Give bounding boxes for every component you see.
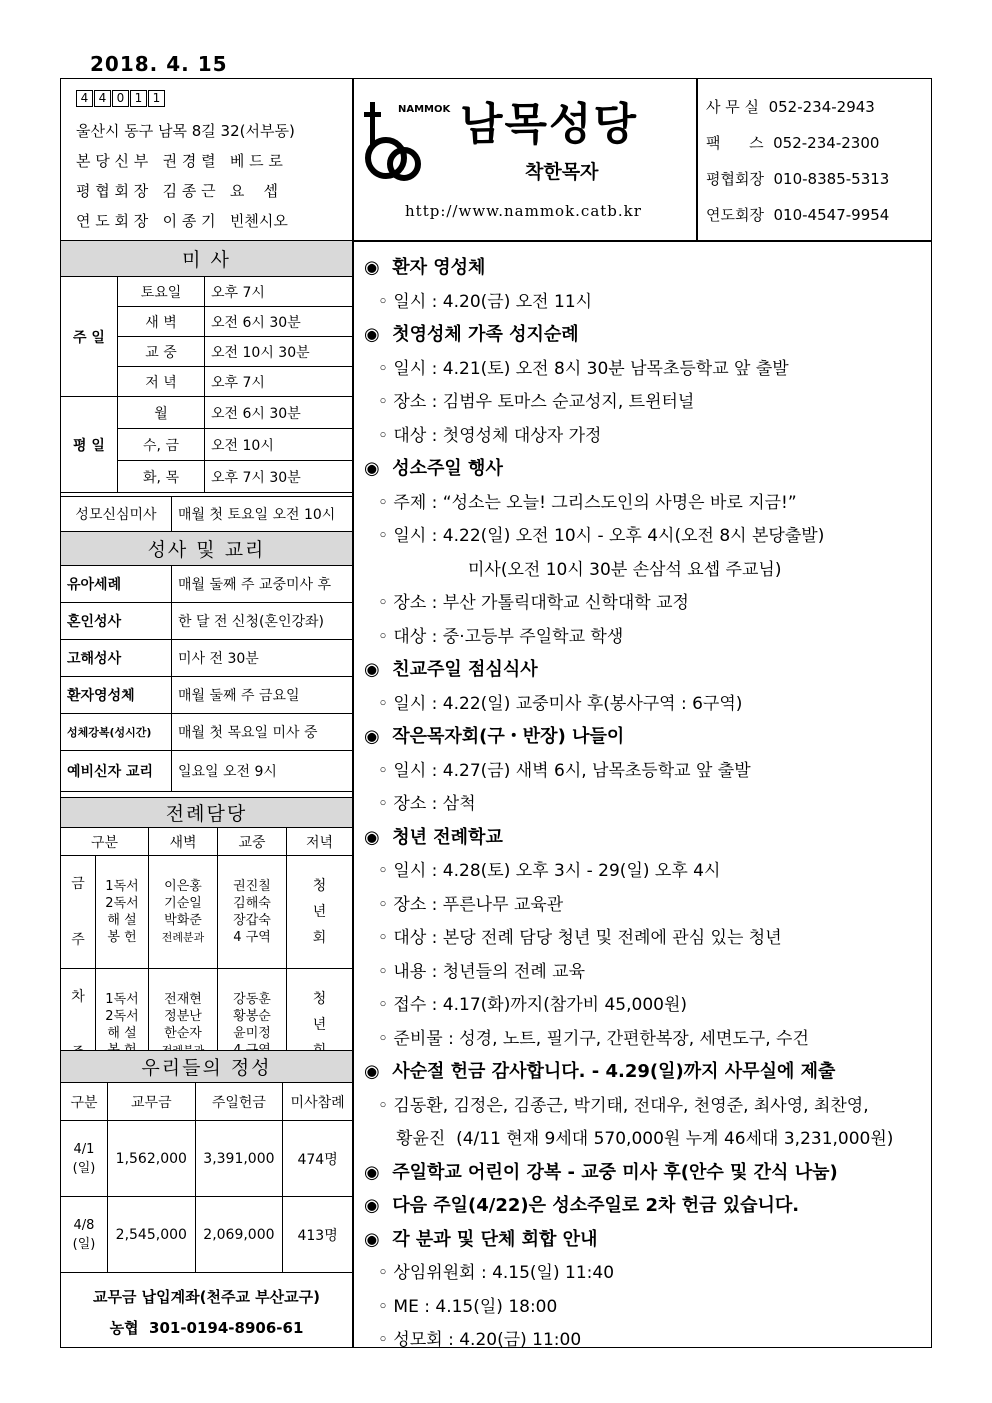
notice-item: ◦ ME : 4.15(일) 18:00	[378, 1296, 558, 1317]
notice-item: ◦ 장소 : 부산 가톨릭대학교 신학대학 교정	[378, 593, 689, 613]
notice-heading: ◉ 첫영성체 가족 성지순례	[364, 324, 579, 345]
contact-fax: 팩 스 052-234-2300	[706, 134, 880, 152]
contact-yeondo: 연도회장 010-4547-9954	[706, 206, 890, 224]
zip-code: 4 4 0 1 1	[76, 90, 166, 107]
mass-table: 미 사 주 일 토요일 오후 7시 새 벽 오전 6시 30분 교 중 오전 10시 30분 저 녁 오후 7시 평 일 월 오전 6시 30분 수, 금 오전 10시 화, 목 오후 7시 30분	[60, 240, 353, 493]
notice-item: ◦ 주제 : “성소는 오늘! 그리스도인의 사명은 바로 지금!”	[378, 492, 797, 513]
notice-item: ◦ 일시 : 4.22(일) 오전 10시 - 오후 4시(오전 8시 본당출발)	[378, 526, 825, 546]
staff-row: 평 협 회 장 김 종 근 요 셉	[76, 182, 278, 200]
notice-heading: ◉ 환자 영성체	[364, 257, 486, 278]
parish-name: 남목성당	[460, 99, 639, 150]
notice-heading: ◉ 주일학교 어린이 강복 - 교중 미사 후(안수 및 간식 나눔)	[364, 1161, 838, 1183]
notice-item: ◦ 일시 : 4.20(금) 오전 11시	[378, 291, 593, 312]
notice-heading: ◉ 청년 전례학교	[364, 826, 503, 848]
offering-table: 우리들의 정성 구분 교무금 주일헌금 미사참례 4/1 (일) 1,562,000 3,391,000 474명 4/8 (일) 2,545,000 2,069,000 413명	[60, 1050, 353, 1273]
sacrament-table: 성사 및 교리 유아세례 매월 둘째 주 교중미사 후 혼인성사 한 달 전 신청(혼인강좌) 고해성사 미사 전 30분 환자영성체 매월 둘째 주 금요일 성체강복(성시간) 매월 첫 목요일 미사 중 예비신자 교리 일요일 오전 9시	[60, 531, 353, 792]
notice-item: ◦ 일시 : 4.22(일) 교중미사 후(봉사구역 : 6구역)	[378, 693, 743, 714]
contact-office: 사 무 실 052-234-2943	[706, 98, 875, 116]
notice-heading: ◉ 성소주일 행사	[364, 458, 503, 479]
account-title: 교무금 납입계좌(천주교 부산교구)	[92, 1288, 321, 1306]
notice-item: ◦ 장소 : 김범우 토마스 순교성지, 트윈터널	[378, 392, 695, 412]
notice-item: ◦ 대상 : 중·고등부 주일학교 학생	[378, 626, 624, 647]
logo-text: NAMMOK	[398, 104, 451, 115]
mass-title: 미 사	[61, 241, 353, 277]
motto: 착한목자	[525, 161, 599, 183]
staff-row: 연 도 회 장 이 종 기 빈첸시오	[76, 212, 288, 230]
account-number: 농협 301-0194-8906-61	[109, 1319, 304, 1337]
notice-item: ◦ 김동환, 김정은, 김종근, 박기태, 전대우, 천영준, 최사영, 최찬영,	[378, 1095, 869, 1116]
notice-item: ◦ 대상 : 본당 전례 담당 청년 및 전례에 관심 있는 청년	[378, 928, 782, 948]
notice-item: ◦ 장소 : 삼척	[378, 794, 476, 814]
notice-item: ◦ 준비물 : 성경, 노트, 필기구, 간편한복장, 세면도구, 수건	[378, 1028, 809, 1049]
notice-item: ◦ 접수 : 4.17(화)까지(참가비 45,000원)	[378, 995, 688, 1015]
notice-item: 황윤진 (4/11 현재 9세대 570,000원 누계 46세대 3,231,000원)	[396, 1129, 894, 1149]
notice-item: ◦ 내용 : 청년들의 전례 교육	[378, 961, 585, 982]
notice-heading: ◉ 다음 주일(4/22)은 성소주일로 2차 헌금 있습니다.	[364, 1195, 800, 1216]
bulletin-date: 2018. 4. 15	[90, 52, 228, 76]
liturgy-table: 전례담당 구분 새벽 교중 저녁 금 주 1독서 2독서 해 설 봉 헌 이은홍 기순일 박화준 전례분과 권진칠 김해숙 장갑숙 4 구역 청 년 회 차 1독서 2독서 해 설 전재현 정분난 한순자 강동훈 황봉순 윤미정 청 년	[60, 797, 353, 1082]
website-link[interactable]: http://www.nammok.catb.kr	[405, 202, 642, 220]
contact-council: 평협회장 010-8385-5313	[706, 170, 890, 188]
notice-heading: ◉ 작은목자회(구・반장) 나들이	[364, 726, 625, 747]
notice-item: ◦ 성모회 : 4.20(금) 11:00	[378, 1330, 582, 1350]
notice-item: ◦ 일시 : 4.28(토) 오후 3시 - 29(일) 오후 4시	[378, 861, 721, 881]
notice-item: ◦ 장소 : 푸른나무 교육관	[378, 894, 564, 915]
header-divider	[696, 78, 698, 240]
notice-item: ◦ 상임위원회 : 4.15(일) 11:40	[378, 1263, 615, 1283]
notice-item: ◦ 일시 : 4.27(금) 새벽 6시, 남목초등학교 앞 출발	[378, 760, 751, 781]
notice-heading: ◉ 사순절 헌금 감사합니다. - 4.29(일)까지 사무실에 제출	[364, 1061, 836, 1082]
notice-item: ◦ 일시 : 4.21(토) 오전 8시 30분 남목초등학교 앞 출발	[378, 358, 789, 379]
notice-item: ◦ 대상 : 첫영성체 대상자 가정	[378, 425, 602, 446]
address: 울산시 동구 남목 8길 32(서부동)	[76, 122, 295, 140]
staff-row: 본 당 신 부 권 경 렬 베 드 로	[76, 152, 283, 170]
notice-item: 미사(오전 10시 30분 손삼석 요셉 주교님)	[468, 559, 782, 580]
notice-heading: ◉ 각 분과 및 단체 회합 안내	[364, 1228, 598, 1250]
mass-special-table: 성모신심미사 매월 첫 토요일 오전 10시	[60, 496, 353, 532]
notice-heading: ◉ 친교주일 점심식사	[364, 659, 538, 680]
